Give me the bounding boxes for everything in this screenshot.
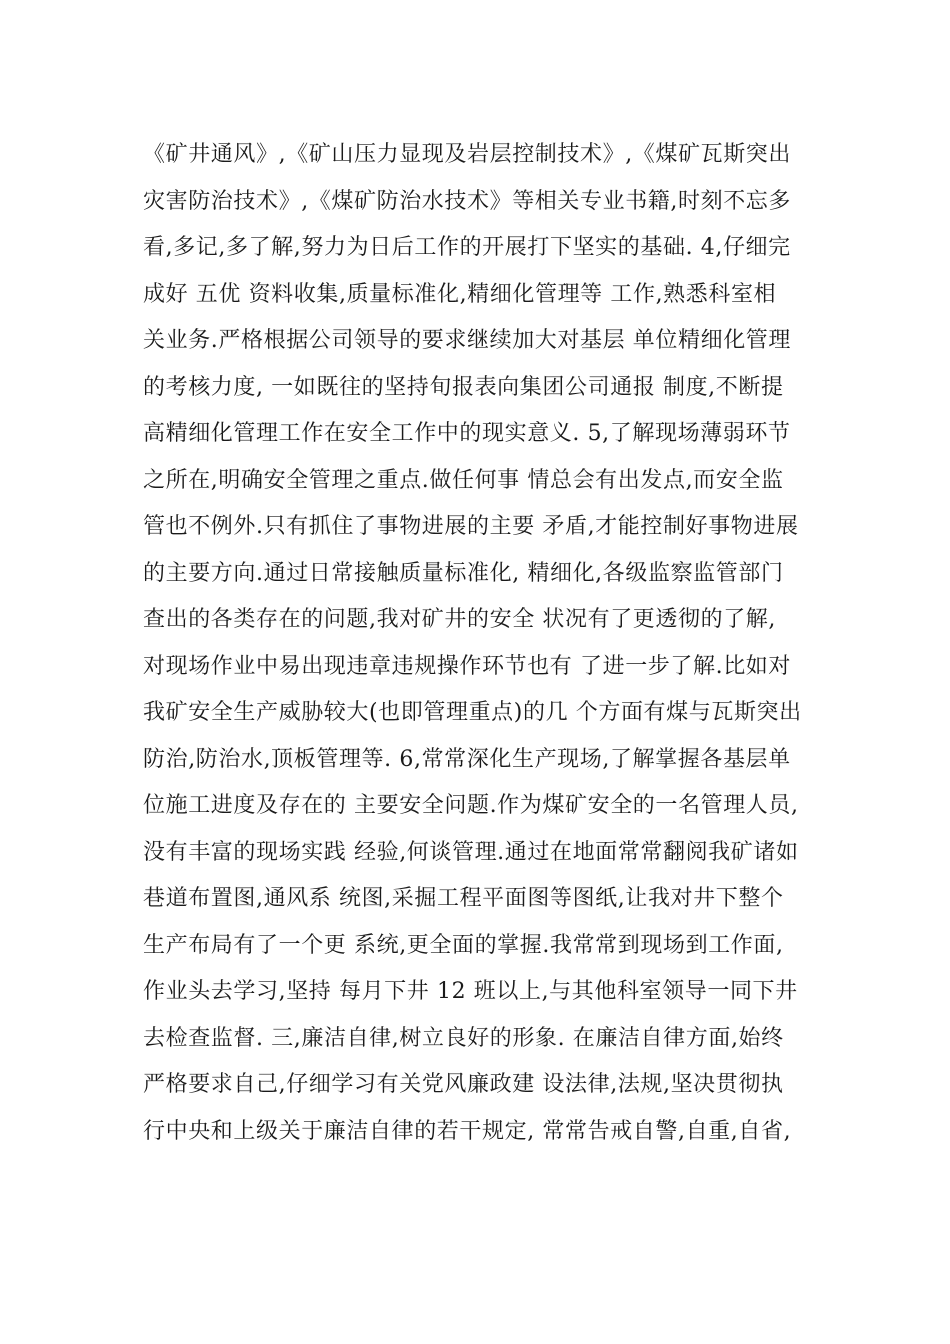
text-line: 我矿安全生产威胁较大(也即管理重点)的几 个方面有煤与瓦斯突出 xyxy=(143,700,802,725)
text-line: 的考核力度, 一如既往的坚持旬报表向集团公司通报 制度,不断提 xyxy=(143,374,784,400)
text-line: 对现场作业中易出现违章违规操作环节也有 了进一步了解.比如对 xyxy=(143,653,791,679)
text-line: 严格要求自己,仔细学习有关党风廉政建 设法律,法规,坚决贯彻执 xyxy=(143,1072,784,1097)
text-line: 管也不例外.只有抓住了事物进展的主要 矛盾,才能控制好事物进展 xyxy=(143,514,799,539)
text-line: 看,多记,多了解,努力为日后工作的开展打下坚实的基础. 4,仔细完 xyxy=(143,235,791,260)
text-line: 的主要方向.通过日常接触质量标准化, 精细化,各级监察监管部门 xyxy=(143,560,784,586)
text-line: 生产布局有了一个更 系统,更全面的掌握.我常常到现场到工作面, xyxy=(143,932,784,958)
text-line: 作业头去学习,坚持 每月下井 12 班以上,与其他科室领导一同下井 xyxy=(143,979,798,1004)
text-line: 高精细化管理工作在安全工作中的现实意义. 5,了解现场薄弱环节 xyxy=(143,421,791,446)
text-line: 《矿井通风》,《矿山压力显现及岩层控制技术》,《煤矿瓦斯突出 xyxy=(143,142,791,167)
text-line: 位施工进度及存在的 主要安全问题.作为煤矿安全的一名管理人员, xyxy=(143,793,799,818)
text-line: 去检查监督. 三,廉洁自律,树立良好的形象. 在廉洁自律方面,始终 xyxy=(143,1025,784,1051)
text-line: 查出的各类存在的问题,我对矿井的安全 状况有了更透彻的了解, xyxy=(143,607,776,632)
text-line: 灾害防治技术》,《煤矿防治水技术》等相关专业书籍,时刻不忘多 xyxy=(143,188,791,214)
text-line: 之所在,明确安全管理之重点.做任何事 情总会有出发点,而安全监 xyxy=(143,467,784,493)
text-line: 防治,防治水,顶板管理等. 6,常常深化生产现场,了解掌握各基层单 xyxy=(143,746,791,772)
body-text xyxy=(143,132,823,1155)
text-line: 成好 五优 资料收集,质量标准化,精细化管理等 工作,熟悉科室相 xyxy=(143,281,777,307)
text-line: 行中央和上级关于廉洁自律的若干规定, 常常告戒自警,自重,自省, xyxy=(143,1118,792,1144)
text-line: 关业务.严格根据公司领导的要求继续加大对基层 单位精细化管理 xyxy=(143,328,791,353)
text-line: 巷道布置图,通风系 统图,采掘工程平面图等图纸,让我对井下整个 xyxy=(143,886,784,911)
text-line: 没有丰富的现场实践 经验,何谈管理.通过在地面常常翻阅我矿诸如 xyxy=(143,839,799,865)
